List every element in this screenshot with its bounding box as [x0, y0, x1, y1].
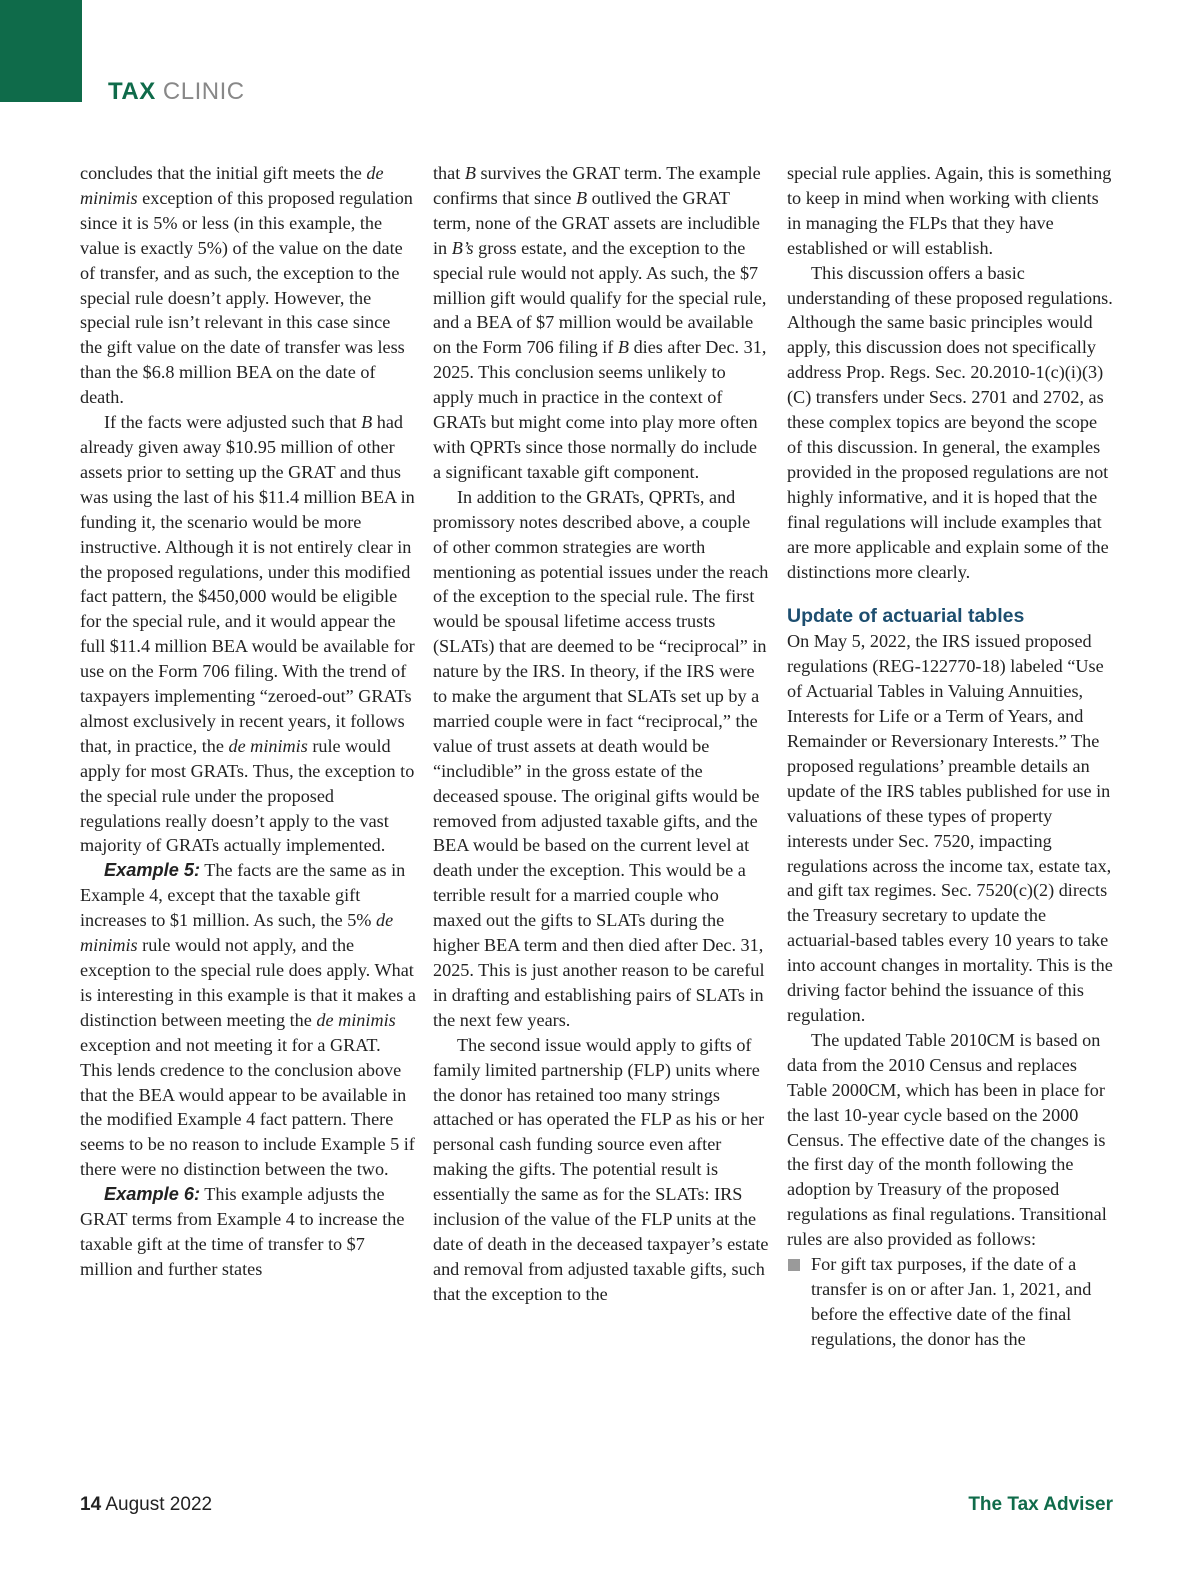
paragraph: The second issue would apply to gifts of family limited partnership (FLP) units where the donor has retained too many strings attached or has operated the FLP as his or her personal cash funding source even after making the gifts. The potential result is essentially the same as for the SLATs: IRS inclusion of the value of the FLP units at the date of death in the deceased taxpayer’s estate and removal from adjusted taxable gifts, such that the exception to the: [433, 1034, 769, 1304]
bullet-item: [787, 1252, 1115, 1352]
italic-term: de minimis: [80, 910, 394, 956]
italic-term: de minimis: [228, 735, 308, 756]
italic-term: de minimis: [80, 163, 384, 208]
text-run: This example adjusts the GRAT terms from Example 4 to increase the taxable gift at the time of transfer to $7 million and further states: [80, 1184, 405, 1279]
text-run: that: [433, 163, 465, 183]
text-run: The facts are the same as in Example 4, except that the taxable gift increases to $1 million. As such, the 5%: [80, 860, 406, 931]
italic-term: de minimis: [316, 1009, 396, 1030]
section-heading: Update of actuarial tables: [787, 605, 1025, 628]
paragraph: On May 5, 2022, the IRS issued proposed regulations (REG-122770-18) labeled “Use of Actuarial Tables in Valuing Annuities, Interests for Life or a Term of Years, and Remainder or Reversionary Interests.” The proposed regulations’ preamble details an update of the IRS tables published for use in valuations of these types of property interests under Sec. 7520, impacting regulations across the income tax, estate tax, and gift tax regimes. Sec. 7520(c)(2) directs the Treasury secretary to update the actuarial-based tables every 10 years to take into account changes in mortality. This is the driving factor behind the issuance of this regulation.: [787, 631, 1113, 1025]
text-run: rule would not apply, and the exception to the special rule does apply. What is interesting in this example is that it makes a distinction between meeting the: [80, 935, 416, 1030]
paragraph: In addition to the GRATs, QPRTs, and promissory notes described above, a couple of other common strategies are worth mentioning as potential issues under the reach of the exception to the special rule. The first would be spousal lifetime access trusts (SLATs) that are deemed to be “reciprocal” in nature by the IRS. In theory, if the IRS were to make the argument that SLATs set up by a married couple were in fact “reciprocal,” the value of trust assets at death would be “includible” in the gross estate of the deceased spouse. The original gifts would be removed from adjusted taxable gifts, and the BEA would be based on the current level at death under the exception. This would be a terrible result for a married couple who maxed out the gifts to SLATs during the higher BEA term and then died after Dec. 31, 2025. This is just another reason to be careful in drafting and establishing pairs of SLATs in the next few years.: [433, 486, 769, 1030]
italic-term: B’s: [451, 237, 474, 258]
example-paragraph: [80, 858, 416, 1182]
issue-date: August 2022: [105, 1494, 213, 1515]
paragraph: [80, 410, 416, 858]
paragraph: special rule applies. Again, this is something to keep in mind when working with clients in managing the FLPs that they have established or will establish.: [787, 163, 1112, 258]
text-run: dies after Dec. 31, 2025. This conclusion seems unlikely to apply much in practice in the context of GRATs but might come into play more often with QPRTs since those normally do include a significant taxable gift component.: [433, 337, 767, 482]
text-run: concludes that the initial gift meets the: [80, 163, 367, 183]
paragraph: [433, 161, 769, 485]
example-label: Example 5:: [104, 860, 201, 881]
text-run: exception and not meeting it for a GRAT. This lends credence to the conclusion above that the BEA would appear to be available in the modified Example 4 fact pattern. There seems to be no reason to include Example 5 if there were no distinction between the two.: [80, 1034, 415, 1180]
italic-term: B: [575, 187, 588, 208]
bullet-text: For gift tax purposes, if the date of a transfer is on or after Jan. 1, 2021, and before the effective date of the final regulations, the donor has the: [811, 1254, 1092, 1349]
example-paragraph: [80, 1182, 416, 1282]
page-number: 14: [80, 1494, 102, 1515]
footer-folio: [80, 1494, 212, 1516]
italic-term: B: [617, 337, 630, 358]
article-column-2: [433, 161, 769, 1307]
square-bullet-icon: [788, 1259, 800, 1271]
section-color-tab: [0, 0, 82, 102]
section-label-light: CLINIC: [162, 78, 245, 105]
publication-name: The Tax Adviser: [968, 1494, 1113, 1515]
paragraph: This discussion offers a basic understanding of these proposed regulations. Although the same basic principles would apply, this discussion does not specifically address Prop. Regs. Sec. 20.2010-1(c)(i)(3)(C) transfers under Secs. 2701 and 2702, as these complex topics are beyond the scope of this discussion. In general, the examples provided in the proposed regulations are not highly informative, and it is hoped that the final regulations will include examples that are more applicable and explain some of the distinctions more clearly.: [787, 262, 1113, 582]
article-column-1: [80, 161, 416, 1282]
paragraph: The updated Table 2010CM is based on data from the 2010 Census and replaces Table 2000CM, which has been in place for the last 10-year cycle based on the 2000 Census. The effective date of the changes is the first day of the month following the adoption by Treasury of the proposed regulations as final regulations. Transitional rules are also provided as follows:: [787, 1029, 1107, 1250]
text-run: gross estate, and the exception to the special rule would not apply. As such, the $7 million gift would qualify for the special rule, and a BEA of $7 million would be available on the Form 706 filing if: [433, 237, 767, 358]
section-label: [108, 78, 245, 106]
text-run: outlived the GRAT term, none of the GRAT assets are includible in: [433, 187, 760, 258]
section-label-strong: TAX: [108, 78, 156, 105]
text-run: If the facts were adjusted such that: [104, 412, 362, 433]
italic-term: B: [361, 412, 373, 433]
article-column-3: [787, 161, 1115, 1352]
text-run: rule would apply for most GRATs. Thus, the exception to the special rule under the proposed regulations really doesn’t apply to the vast majority of GRATs actually implemented.: [80, 735, 415, 856]
italic-term: B: [464, 163, 476, 183]
text-run: exception of this proposed regulation since it is 5% or less (in this example, the value is exactly 5%) of the value on the date of transfer, and as such, the exception to the special rule doesn’t apply. However, the special rule isn’t relevant in this case since the gift value on the date of transfer was less than the $6.8 million BEA on the date of death.: [80, 187, 413, 408]
example-label: Example 6:: [104, 1184, 201, 1205]
text-run: survives the GRAT term. The example confirms that since: [433, 163, 761, 208]
text-run: had already given away $10.95 million of other assets prior to setting up the GRAT and thus was using the last of his $11.4 million BEA in funding it, the scenario would be more instructive. Although it is not entirely clear in the proposed regulations, under this modified fact pattern, the $450,000 would be eligible for the special rule, and it would appear the full $11.4 million BEA would be available for use on the Form 706 filing. With the trend of taxpayers implementing “zeroed-out” GRATs almost exclusively in recent years, it follows that, in practice, the: [80, 412, 415, 756]
paragraph: [80, 161, 416, 410]
